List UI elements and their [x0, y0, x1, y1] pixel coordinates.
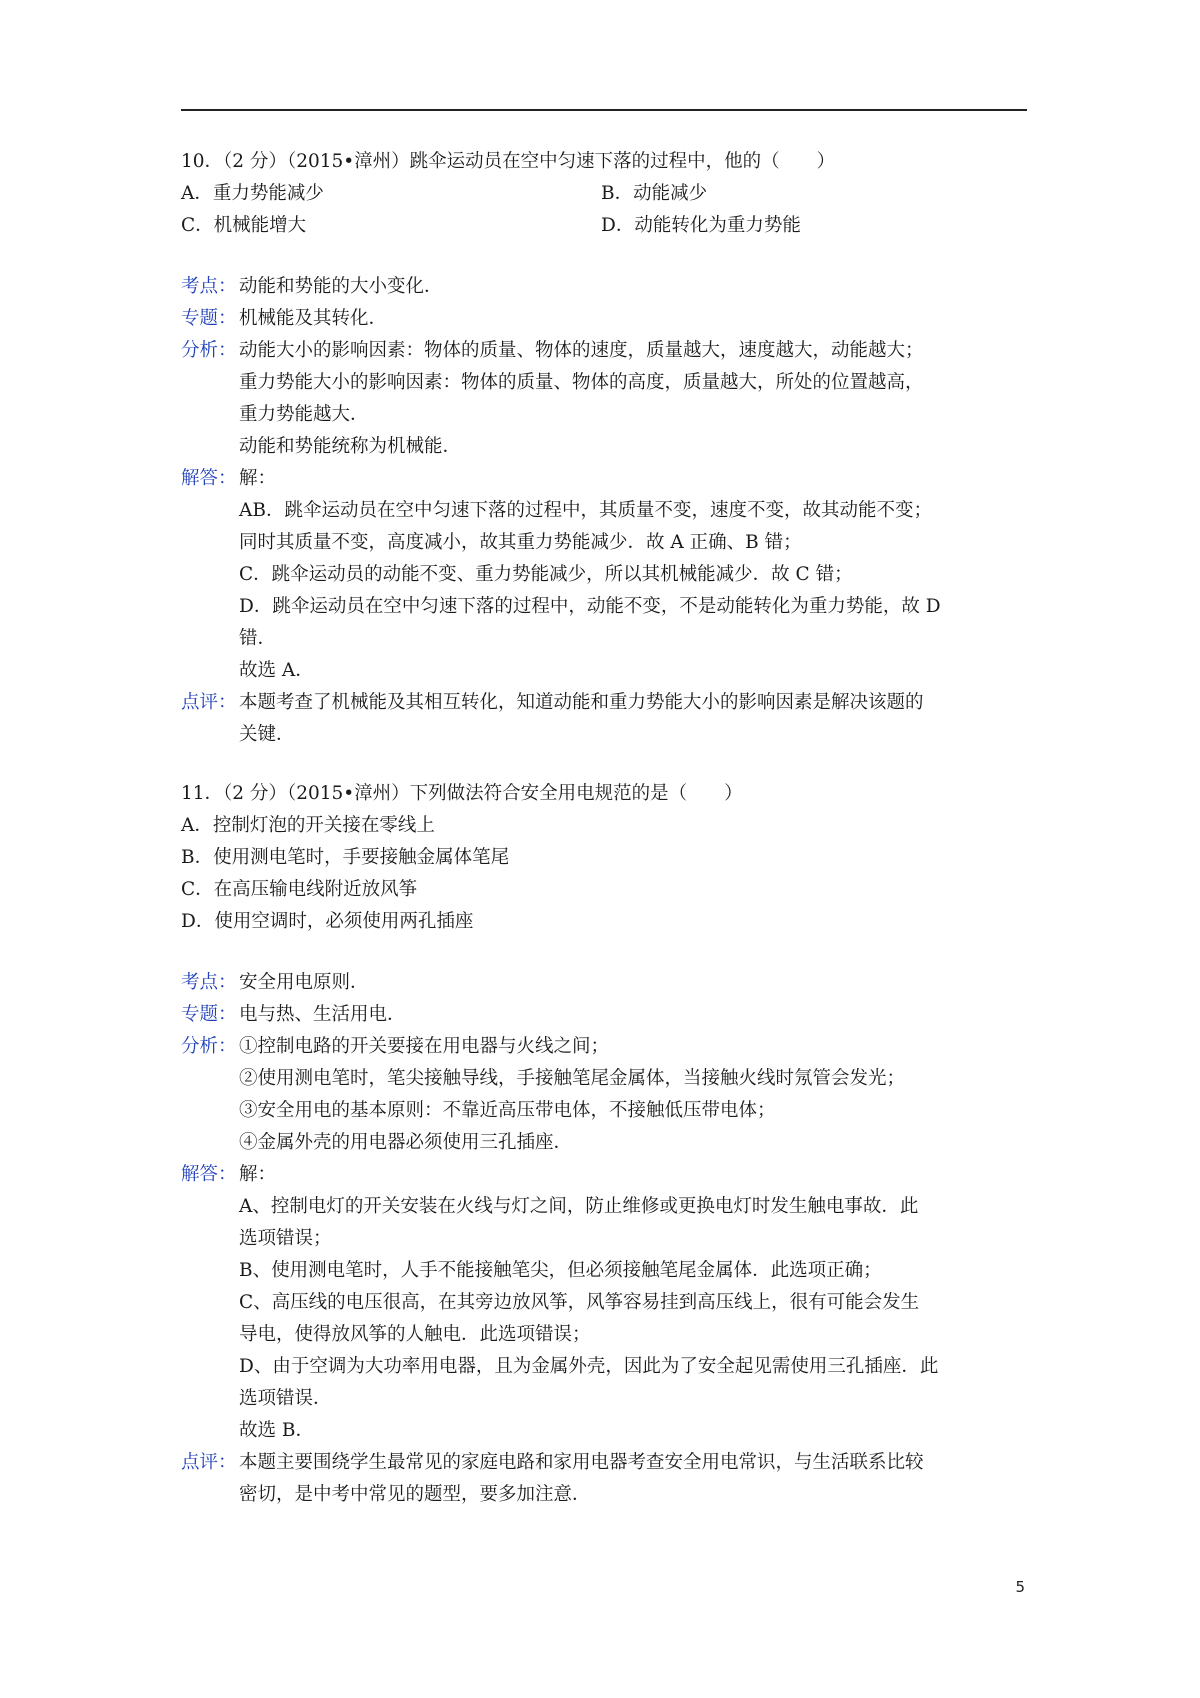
jieda-label: 解答：: [181, 468, 237, 489]
page-number: 5: [1015, 1578, 1025, 1596]
kaodian-section: [181, 271, 1031, 303]
zhuanti-section: [181, 303, 1031, 335]
jieda-line: D．跳伞运动员在空中匀速下落的过程中，动能不变，不是动能转化为重力势能，故 D: [239, 596, 941, 617]
jieda-line: B、使用测电笔时，人手不能接触笔尖，但必须接触笔尾金属体．此选项正确；: [239, 1260, 882, 1281]
jieda-line: AB．跳伞运动员在空中匀速下落的过程中，其质量不变，速度不变，故其动能不变；: [239, 500, 932, 521]
option-d: D．动能转化为重力势能: [601, 215, 801, 236]
jieda-line: 解：: [239, 1164, 277, 1185]
jieda-line: 故选 B．: [239, 1420, 314, 1441]
dianping-line: 本题主要围绕学生最常见的家庭电路和家用电器考查安全用电常识，与生活联系比较: [239, 1452, 924, 1473]
option-c: C．在高压输电线附近放风筝: [181, 879, 418, 900]
zhuanti-text: 机械能及其转化．: [239, 308, 388, 329]
question-11: [181, 778, 1031, 1511]
jieda-line: 选项错误．: [239, 1388, 332, 1409]
dianping-label: 点评：: [181, 1452, 237, 1473]
question-10: [181, 146, 1031, 751]
fenxi-line: 重力势能大小的影响因素：物体的质量、物体的高度，质量越大，所处的位置越高，: [239, 372, 924, 393]
jieda-section: [181, 463, 1031, 687]
dianping-section: [181, 1447, 1031, 1511]
fenxi-section: [181, 1031, 1031, 1159]
option-c: C．机械能增大: [181, 215, 307, 236]
zhuanti-text: 电与热、生活用电．: [239, 1004, 406, 1025]
zhuanti-section: [181, 999, 1031, 1031]
fenxi-line: ②使用测电笔时，笔尖接触导线，手接触笔尾金属体，当接触火线时氖管会发光；: [239, 1068, 906, 1089]
option-a: A．重力势能减少: [181, 183, 324, 204]
dianping-line: 密切，是中考中常见的题型，要多加注意．: [239, 1484, 591, 1505]
fenxi-line: 动能和势能统称为机械能．: [239, 436, 462, 457]
dianping-section: [181, 687, 1031, 751]
fenxi-line: ③安全用电的基本原则：不靠近高压带电体，不接触低压带电体；: [239, 1100, 776, 1121]
question-options: [181, 178, 1031, 242]
zhuanti-label: 专题：: [181, 308, 237, 329]
fenxi-section: [181, 335, 1031, 463]
jieda-line: C．跳伞运动员的动能不变、重力势能减少，所以其机械能减少．故 C 错；: [239, 564, 853, 585]
kaodian-text: 安全用电原则．: [239, 972, 369, 993]
jieda-label: 解答：: [181, 1164, 237, 1185]
option-a: A．控制灯泡的开关接在零线上: [181, 815, 435, 836]
kaodian-section: [181, 967, 1031, 999]
jieda-section: [181, 1159, 1031, 1447]
jieda-line: D、由于空调为大功率用电器，且为金属外壳，因此为了安全起见需使用三孔插座．此: [239, 1356, 939, 1377]
question-stem: 11．（2 分）（2015•漳州）下列做法符合安全用电规范的是（ ）: [181, 783, 743, 804]
jieda-line: 同时其质量不变，高度减小，故其重力势能减少．故 A 正确、B 错；: [239, 532, 802, 553]
option-b: B．动能减少: [601, 183, 708, 204]
jieda-line: 选项错误；: [239, 1228, 332, 1249]
jieda-line: C、高压线的电压很高，在其旁边放风筝，风筝容易挂到高压线上，很有可能会发生: [239, 1292, 920, 1313]
zhuanti-label: 专题：: [181, 1004, 237, 1025]
jieda-line: 解：: [239, 468, 277, 489]
dianping-line: 关键．: [239, 724, 295, 745]
header-rule: [181, 109, 1027, 111]
dianping-line: 本题考查了机械能及其相互转化，知道动能和重力势能大小的影响因素是解决该题的: [239, 692, 924, 713]
kaodian-text: 动能和势能的大小变化．: [239, 276, 443, 297]
fenxi-label: 分析：: [181, 1036, 237, 1057]
jieda-line: 错．: [239, 628, 277, 649]
jieda-line: 故选 A．: [239, 660, 314, 681]
fenxi-line: ①控制电路的开关要接在用电器与火线之间；: [239, 1036, 610, 1057]
jieda-line: 导电，使得放风筝的人触电．此选项错误；: [239, 1324, 591, 1345]
option-b: B．使用测电笔时，手要接触金属体笔尾: [181, 847, 510, 868]
fenxi-line: 重力势能越大．: [239, 404, 369, 425]
question-stem: 10．（2 分）（2015•漳州）跳伞运动员在空中匀速下落的过程中，他的（ ）: [181, 151, 836, 172]
fenxi-line: 动能大小的影响因素：物体的质量、物体的速度，质量越大，速度越大，动能越大；: [239, 340, 924, 361]
fenxi-line: ④金属外壳的用电器必须使用三孔插座．: [239, 1132, 573, 1153]
kaodian-label: 考点：: [181, 972, 237, 993]
option-d: D．使用空调时，必须使用两孔插座: [181, 911, 474, 932]
jieda-line: A、控制电灯的开关安装在火线与灯之间，防止维修或更换电灯时发生触电事故．此: [239, 1196, 919, 1217]
dianping-label: 点评：: [181, 692, 237, 713]
fenxi-label: 分析：: [181, 340, 237, 361]
kaodian-label: 考点：: [181, 276, 237, 297]
